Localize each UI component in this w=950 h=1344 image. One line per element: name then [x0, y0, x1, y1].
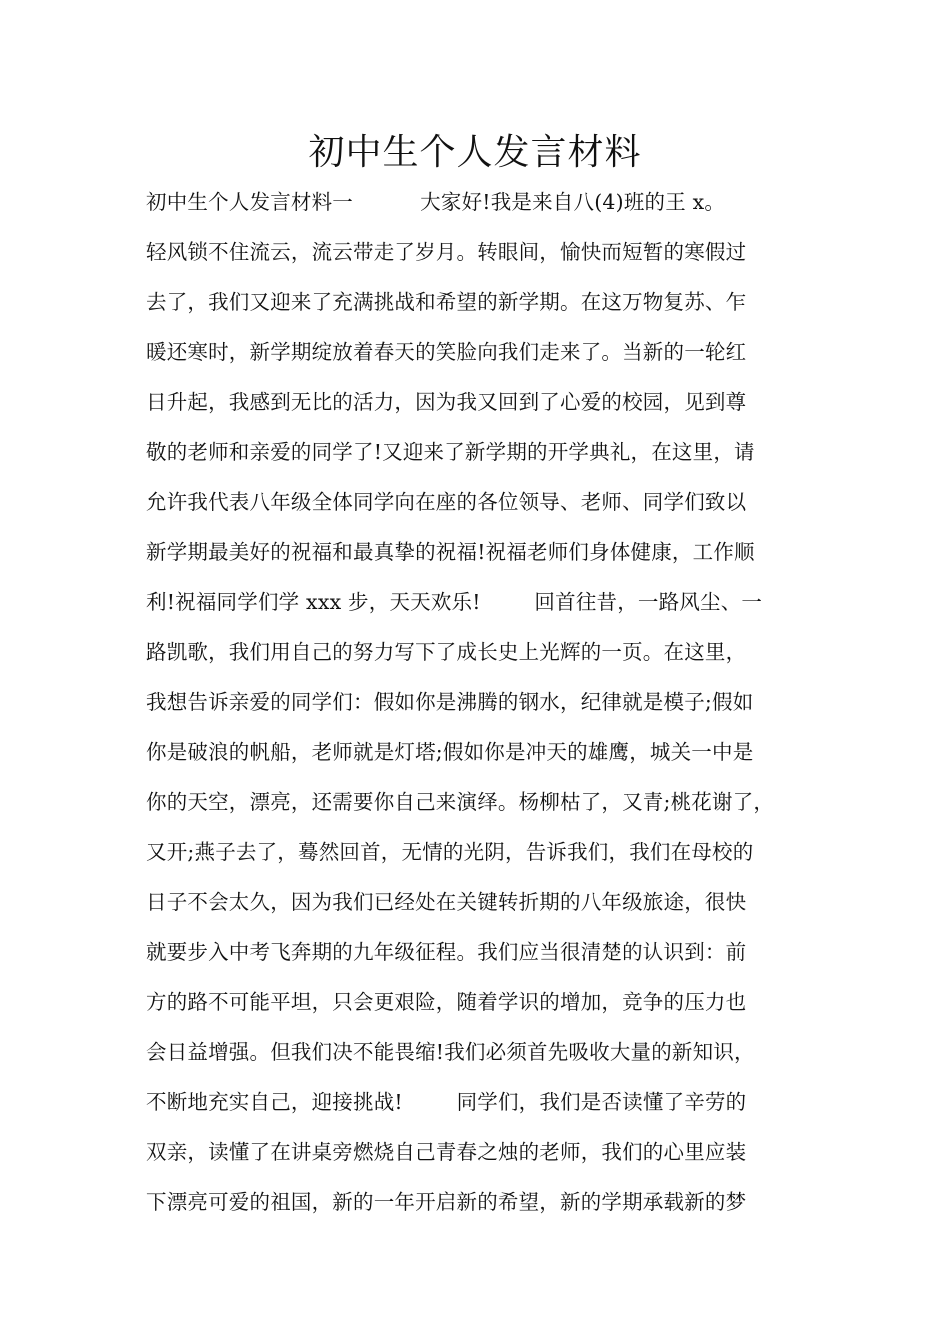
body-line: 就要步入中考飞奔期的九年级征程。我们应当很清楚的认识到：前 [146, 940, 747, 964]
body-line: 方的路不可能平坦，只会更艰险，随着学识的增加，竞争的压力也 [146, 990, 747, 1014]
body-line: 会日益增强。但我们决不能畏缩!我们必须首先吸收大量的新知识， [146, 1040, 755, 1064]
body-line: 我想告诉亲爱的同学们：假如你是沸腾的钢水，纪律就是模子;假如 [146, 690, 754, 714]
body-line: 暖还寒时，新学期绽放着春天的笑脸向我们走来了。当新的一轮红 [146, 340, 747, 364]
document-body [146, 177, 826, 1227]
body-line: 路凯歌，我们用自己的努力写下了成长史上光辉的一页。在这里， [146, 640, 747, 664]
body-line: 新学期最美好的祝福和最真挚的祝福!祝福老师们身体健康，工作顺 [146, 540, 755, 564]
body-line: 又开;燕子去了，蓦然回首，无情的光阴，告诉我们，我们在母校的 [146, 840, 754, 864]
body-line: 你是破浪的帆船，老师就是灯塔;假如你是冲天的雄鹰，城关一中是 [146, 740, 754, 764]
body-line: 轻风锁不住流云，流云带走了岁月。转眼间，愉快而短暂的寒假过 [146, 240, 747, 264]
body-line: 不断地充实自己，迎接挑战! 同学们，我们是否读懂了辛劳的 [146, 1090, 747, 1114]
body-line: 允许我代表八年级全体同学向在座的各位领导、老师、同学们致以 [146, 490, 747, 514]
body-line: 日子不会太久，因为我们已经处在关键转折期的八年级旅途，很快 [146, 890, 747, 914]
body-line: 你的天空，漂亮，还需要你自己来演绎。杨柳枯了，又青;桃花谢了， [146, 790, 775, 814]
body-line: 下漂亮可爱的祖国，新的一年开启新的希望，新的学期承载新的梦 [146, 1190, 747, 1214]
body-line: 利!祝福同学们学 xxx 步，天天欢乐! 回首往昔，一路风尘、一 [146, 590, 763, 614]
body-line: 双亲，读懂了在讲桌旁燃烧自己青春之烛的老师，我们的心里应装 [146, 1140, 747, 1164]
document-title: 初中生个人发言材料 [308, 132, 642, 173]
body-line: 初中生个人发言材料一 大家好!我是来自八(4)班的王 x。 [146, 190, 726, 214]
body-line: 日升起，我感到无比的活力，因为我又回到了心爱的校园，见到尊 [146, 390, 747, 414]
body-line: 去了，我们又迎来了充满挑战和希望的新学期。在这万物复苏、乍 [146, 290, 747, 314]
body-line: 敬的老师和亲爱的同学了!又迎来了新学期的开学典礼，在这里，请 [146, 440, 755, 464]
